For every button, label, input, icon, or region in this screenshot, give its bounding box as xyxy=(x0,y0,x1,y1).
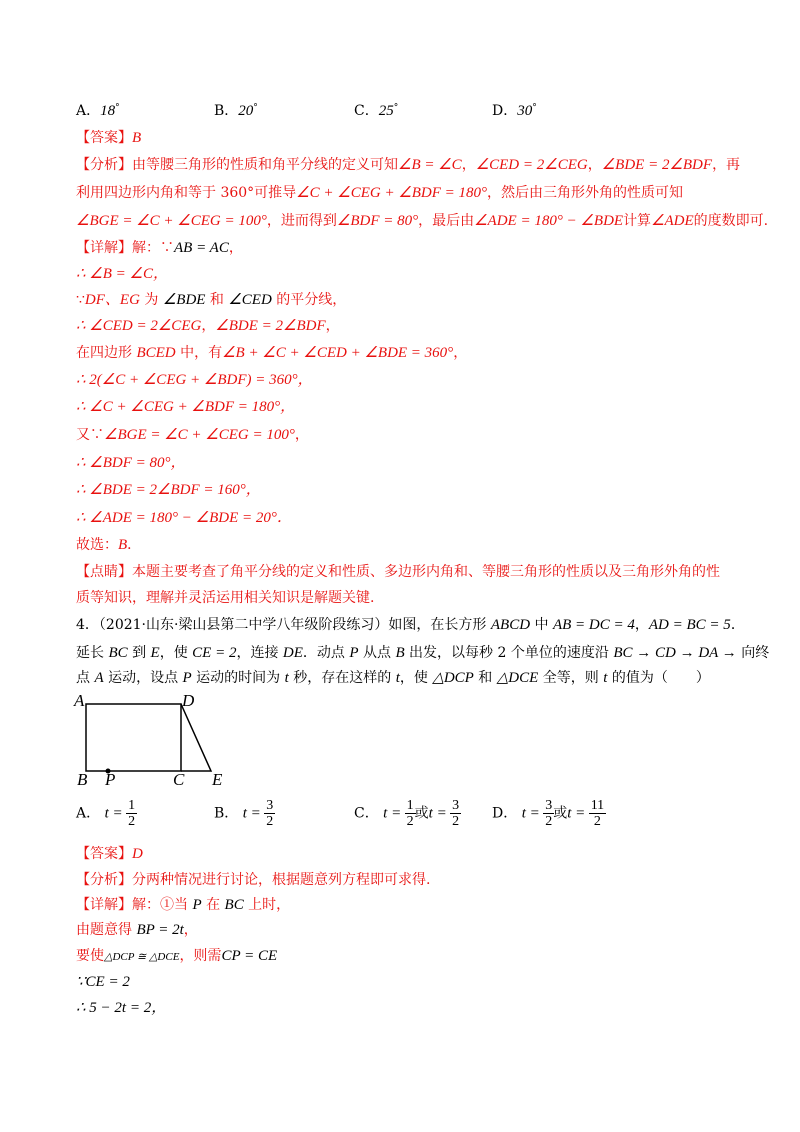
math: ∴ ∠C + ∠CEG + ∠BDF = 180°， xyxy=(76,399,296,415)
answer-tag: 【答案】 xyxy=(76,130,132,146)
math: ∠BDE = 2∠BDF xyxy=(215,318,326,334)
text: 或 xyxy=(553,805,568,822)
analysis-tag: 【分析】 xyxy=(76,872,132,888)
math: CE = 2 xyxy=(192,645,237,661)
label-d: D xyxy=(182,691,195,710)
text: 质等知识，理解并灵活运用相关知识是解题关键. xyxy=(76,590,375,606)
q3-option-a xyxy=(76,98,120,121)
text: 秒，存在这样的 xyxy=(288,670,396,686)
math: ∴ ∠ADE = 180° − ∠BDE = 20°． xyxy=(76,510,292,526)
q3-answer xyxy=(76,128,141,148)
math: AB = AC xyxy=(174,240,229,256)
q4-detail-step-5 xyxy=(76,998,166,1018)
text: ，则需 xyxy=(179,948,222,964)
text: ， xyxy=(634,617,649,633)
option-label: D． xyxy=(492,103,518,119)
math: t = xyxy=(104,805,123,822)
q3-detail-step-3 xyxy=(76,290,346,310)
q4-analysis xyxy=(76,870,430,890)
text: ． xyxy=(730,617,745,633)
text: 解：∵ xyxy=(132,240,174,256)
math: BC → CD → DA → xyxy=(613,645,737,661)
option-label: B． xyxy=(214,103,239,119)
q3-detail-step-4 xyxy=(76,316,340,336)
math: ∠BDE xyxy=(162,292,206,308)
q3-detail-step-1 xyxy=(76,238,243,258)
math: AB = DC = 4 xyxy=(552,617,635,633)
degree-mark: ° xyxy=(532,103,537,113)
q3-analysis-line-1 xyxy=(76,155,740,175)
denominator: 2 xyxy=(266,814,274,829)
numerator: 1 xyxy=(406,798,414,813)
math: ∠ADE = 180° − ∠BDE xyxy=(474,213,624,229)
option-value: 20 xyxy=(238,103,254,119)
text: 点 xyxy=(76,670,95,686)
label-b: B xyxy=(77,770,88,788)
text: 本题主要考查了角平分线的定义和性质、多边形内角和、等腰三角形的性质以及三角形外角的性 xyxy=(132,564,720,580)
text: ， xyxy=(325,318,340,334)
text: 解：①当 xyxy=(132,897,193,913)
denominator: 2 xyxy=(128,814,136,829)
text: ， xyxy=(201,318,216,334)
math: △DCE xyxy=(496,670,539,686)
text: 上时， xyxy=(243,897,291,913)
option-label: A． xyxy=(76,805,101,822)
text: 又∵ xyxy=(76,427,104,443)
q3-detail-step-9 xyxy=(76,453,186,473)
q3-analysis-line-3 xyxy=(76,211,768,231)
fraction xyxy=(406,798,415,829)
text: 由等腰三角形的性质和角平分线的定义可知 xyxy=(132,157,398,173)
text: 在 xyxy=(201,897,225,913)
option-label: D． xyxy=(492,805,518,822)
text: 和 xyxy=(473,670,497,686)
math: P xyxy=(349,645,359,661)
detail-tag: 【详解】 xyxy=(76,897,132,913)
q3-detail-step-7 xyxy=(76,397,295,417)
label-c: C xyxy=(173,770,185,788)
text: 为 xyxy=(139,292,163,308)
math: ∴ ∠BDF = 80°， xyxy=(76,455,186,471)
triangle-dce xyxy=(181,704,211,771)
text: 计算 xyxy=(623,213,652,229)
math: △DCP ≅ △DCE xyxy=(104,951,180,963)
q3-detail-step-10 xyxy=(76,480,261,500)
math: ∵CE = 2 xyxy=(76,974,130,990)
math: ∠ADE xyxy=(651,213,694,229)
q4-option-d xyxy=(492,798,605,829)
denominator: 2 xyxy=(545,814,553,829)
text: 和 xyxy=(205,292,229,308)
text: 运动的时间为 xyxy=(191,670,285,686)
option-label: C． xyxy=(354,805,379,822)
text: ． xyxy=(127,537,142,553)
option-label: A． xyxy=(76,103,101,119)
text: 的值为（ ） xyxy=(607,670,710,686)
text: 要使 xyxy=(76,948,104,964)
text: 在四边形 xyxy=(76,345,137,361)
denominator: 2 xyxy=(452,814,460,829)
denominator: 2 xyxy=(593,814,601,829)
math: ∠B + ∠C + ∠CED + ∠BDE = 360° xyxy=(222,345,454,361)
math: B xyxy=(395,645,405,661)
math: t xyxy=(395,670,400,686)
math: BC xyxy=(108,645,128,661)
text: ，然后由三角形外角的性质可知 xyxy=(487,185,684,201)
text: 故选： xyxy=(76,537,118,553)
math: ∴ ∠B = ∠C， xyxy=(76,266,168,282)
rectangle-abcd xyxy=(86,704,181,771)
numerator: 3 xyxy=(452,798,460,813)
text: 延长 xyxy=(76,645,109,661)
option-value: 25 xyxy=(378,103,394,119)
detail-tag: 【详解】 xyxy=(76,240,132,256)
q3-detail-step-11 xyxy=(76,508,292,528)
text: 中 xyxy=(530,617,553,633)
text: ，连接 xyxy=(236,645,283,661)
q3-detail-step-5 xyxy=(76,343,467,363)
q3-option-c xyxy=(354,98,398,121)
text: ， xyxy=(461,157,476,173)
q3-detail-choice xyxy=(76,535,141,555)
fraction xyxy=(127,798,136,829)
q3-option-d xyxy=(492,98,537,121)
numerator: 1 xyxy=(128,798,136,813)
math: ∠BGE = ∠C + ∠CEG = 100° xyxy=(104,427,295,443)
text: ，使 xyxy=(399,670,433,686)
text: 4．（2021·山东·梁山县第二中学八年级阶段练习）如图，在长方形 xyxy=(76,617,491,633)
text: ， xyxy=(453,345,468,361)
text: ， xyxy=(183,922,198,938)
fraction xyxy=(590,798,605,829)
text: 由题意得 xyxy=(76,922,137,938)
q4-detail-step-1 xyxy=(76,895,290,915)
q3-option-b xyxy=(214,98,258,121)
analysis-tag: 【分析】 xyxy=(76,157,132,173)
math: ∠BGE = ∠C + ∠CEG = 100° xyxy=(76,213,267,229)
text: 的度数即可. xyxy=(693,213,769,229)
math: ∴ 5 − 2t = 2， xyxy=(76,1000,167,1016)
denominator: 2 xyxy=(406,814,414,829)
answer-value: D xyxy=(132,846,143,862)
numerator: 3 xyxy=(266,798,274,813)
math: A xyxy=(94,670,104,686)
q4-stem-line-3 xyxy=(76,668,710,688)
math: t = xyxy=(428,805,447,822)
text: ， xyxy=(228,240,243,256)
text: 向终 xyxy=(736,645,770,661)
math: E xyxy=(150,645,160,661)
q3-analysis-line-2 xyxy=(76,183,683,203)
math: ∠B = ∠C xyxy=(398,157,462,173)
math: ∴ ∠BDE = 2∠BDF = 160°， xyxy=(76,482,261,498)
math: CP = CE xyxy=(221,948,278,964)
text: ，最后由 xyxy=(418,213,475,229)
rectangle-figure xyxy=(70,688,260,788)
fraction xyxy=(451,798,460,829)
math: BC xyxy=(224,897,244,913)
text: 中，有 xyxy=(175,345,223,361)
math: ∠C + ∠CEG + ∠BDF = 180° xyxy=(296,185,488,201)
q3-detail-step-8 xyxy=(76,425,309,445)
math: BP = 2t xyxy=(136,922,184,938)
text: ．动点 xyxy=(302,645,350,661)
q4-stem-line-2 xyxy=(76,643,769,663)
degree-mark: ° xyxy=(115,103,120,113)
math: ABCD xyxy=(490,617,531,633)
option-label: C． xyxy=(354,103,379,119)
fraction xyxy=(544,798,553,829)
degree-mark: ° xyxy=(393,103,399,113)
label-p: P xyxy=(105,770,116,788)
q4-option-b xyxy=(214,798,274,829)
q3-comment-line-2 xyxy=(76,588,374,608)
math: △DCP xyxy=(432,670,474,686)
math: t = xyxy=(383,805,402,822)
math: ∠BDF = 80° xyxy=(336,213,419,229)
option-label: B． xyxy=(214,805,239,822)
q3-detail-step-6 xyxy=(76,370,313,390)
math: ∴ 2(∠C + ∠CEG + ∠BDF) = 360°， xyxy=(76,372,313,388)
text: 运动，设点 xyxy=(103,670,183,686)
text: ， xyxy=(294,427,309,443)
math: ∠CED xyxy=(228,292,272,308)
math: t = xyxy=(521,805,540,822)
label-a: A xyxy=(74,691,85,710)
math: BCED xyxy=(136,345,176,361)
option-value: 30 xyxy=(517,103,533,119)
comment-tag: 【点睛】 xyxy=(76,564,132,580)
text: 分两种情况进行讨论，根据题意列方程即可求得. xyxy=(132,872,431,888)
text: 利用四边形内角和等于 360°可推导 xyxy=(76,185,297,201)
text: ， xyxy=(587,157,602,173)
answer-tag: 【答案】 xyxy=(76,846,132,862)
option-value: 18 xyxy=(100,103,116,119)
math: t xyxy=(284,670,289,686)
math: t = xyxy=(242,805,261,822)
text: 出发，以每秒 2 个单位的速度沿 xyxy=(404,645,614,661)
text: ∵ xyxy=(76,292,85,308)
math: DF、EG xyxy=(84,292,140,308)
label-e: E xyxy=(212,770,223,788)
q4-detail-step-3 xyxy=(76,946,277,967)
text: 全等，则 xyxy=(538,670,604,686)
text: 到 xyxy=(127,645,151,661)
math: DE xyxy=(282,645,303,661)
q4-detail-step-4 xyxy=(76,972,130,992)
text: ，再 xyxy=(712,157,741,173)
q3-detail-step-2 xyxy=(76,264,168,284)
math: ∴ ∠CED = 2∠CEG xyxy=(76,318,202,334)
q4-answer xyxy=(76,844,143,864)
text: ，进而得到 xyxy=(266,213,337,229)
numerator: 11 xyxy=(590,798,605,813)
q3-comment-line-1 xyxy=(76,562,720,582)
q4-stem-line-1 xyxy=(76,615,745,635)
math: ∠BDE = 2∠BDF xyxy=(601,157,713,173)
text: 或 xyxy=(414,805,429,822)
fraction xyxy=(265,798,274,829)
math: ∠CED = 2∠CEG xyxy=(475,157,588,173)
math: t xyxy=(603,670,608,686)
q4-option-a xyxy=(76,798,136,829)
q4-detail-step-2 xyxy=(76,920,198,940)
math: AD = BC = 5 xyxy=(648,617,731,633)
numerator: 3 xyxy=(545,798,553,813)
text: 从点 xyxy=(358,645,396,661)
math: t = xyxy=(567,805,586,822)
math: P xyxy=(182,670,192,686)
q4-option-c xyxy=(354,798,460,829)
math: B xyxy=(118,537,128,553)
text: ，使 xyxy=(159,645,193,661)
math: P xyxy=(192,897,202,913)
answer-value: B xyxy=(132,130,142,146)
degree-mark: ° xyxy=(253,103,258,113)
text: 的平分线， xyxy=(271,292,347,308)
